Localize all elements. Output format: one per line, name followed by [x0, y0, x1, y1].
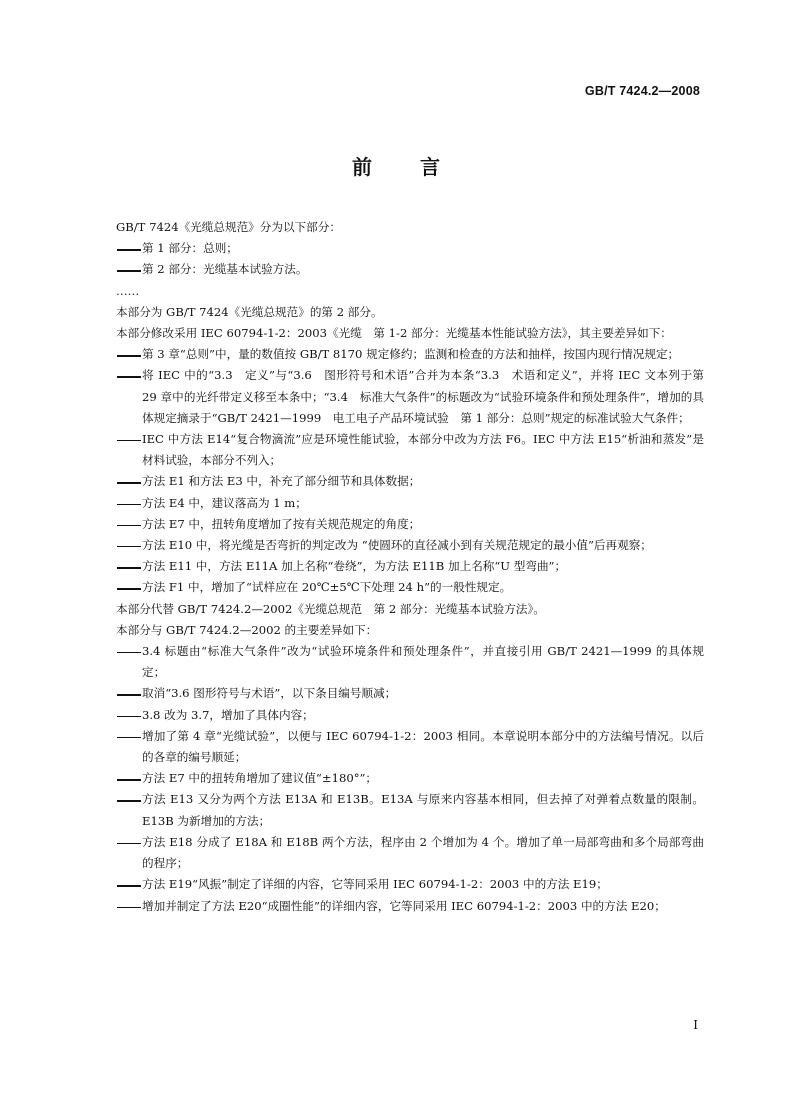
list-item: 增加了第 4 章“光缆试验”，以便与 IEC 60794-1-2：2003 相同。本章说明本部分中的方法编号情况。以后的各章的编号顺延；: [142, 728, 704, 765]
list-item: 方法 E7 中，扭转角度增加了按有关规范规定的角度；: [142, 516, 421, 531]
paragraph-replaces: 本部分代替 GB/T 7424.2—2002《光缆总规范 第 2 部分：光缆基本试验方法》。: [116, 601, 545, 616]
page-number: I: [693, 1018, 698, 1032]
list-item: 第 3 章“总则”中，量的数值按 GB/T 8170 规定修约；监测和检查的方法和抽样，按国内现行情况规定；: [142, 347, 680, 362]
list-item: 方法 E4 中，建议落高为 1 m；: [142, 495, 307, 510]
list-item: 方法 E18 分成了 E18A 和 E18B 两个方法，程序由 2 个增加为 4 个。增加了单一局部弯曲和多个局部弯曲的程序；: [142, 834, 704, 871]
list-item: 方法 E1 和方法 E3 中，补充了部分细节和具体数据；: [142, 474, 421, 489]
paragraph-parts-intro: GB/T 7424《光缆总规范》分为以下部分：: [116, 220, 341, 234]
list-item: 3.8 改为 3.7，增加了具体内容；: [142, 707, 314, 722]
list-item: 增加并制定了方法 E20“成圈性能”的详细内容，它等同采用 IEC 60794-1-2：2003 中的方法 E20；: [142, 898, 666, 913]
list-item: 方法 E11 中，方法 E11A 加上名称“卷绕”，为方法 E11B 加上名称“U 型弯曲”；: [142, 559, 567, 574]
list-item: 将 IEC 中的“3.3 定义”与“3.6 图形符号和术语”合并为本条“3.3 术语和定义”，并将 IEC 文本列于第 29 章中的光纤带定义移至本条中；“3.4 标准大气条件”的标题改为“试验环境条件和预处理条件”，增加的具体规定摘录于“GB/T 2421—1999 电工电子产品环境试验 第 1 部分：总则”规定的标准试验大气条件；: [142, 368, 704, 425]
list-item: 取消“3.6 图形符号与术语”，以下条目编号顺减；: [142, 686, 397, 701]
paragraph-part-statement: 本部分为 GB/T 7424《光缆总规范》的第 2 部分。: [116, 304, 383, 319]
list-item: 方法 E19“风振”制定了详细的内容，它等同采用 IEC 60794-1-2：2003 中的方法 E19；: [142, 877, 608, 892]
list-item: 第 2 部分：光缆基本试验方法。: [142, 262, 308, 277]
list-item: 方法 E10 中，将光缆是否弯折的判定改为 “使圆环的直径减小到有关规范规定的最小值”后再观察；: [142, 538, 652, 553]
list-item: 方法 F1 中，增加了“试样应在 20℃±5℃下处理 24 h”的一般性规定。: [142, 580, 512, 595]
paragraph-iec-modification: 本部分修改采用 IEC 60794-1-2：2003《光缆 第 1-2 部分：光缆基本性能试验方法》，其主要差异如下：: [116, 326, 672, 341]
list-item: 第 1 部分：总则；: [142, 241, 238, 256]
list-item: 方法 E13 又分为两个方法 E13A 和 E13B。E13A 与原来内容基本相同，但去掉了对弹着点数量的限制。E13B 为新增加的方法；: [142, 792, 704, 828]
foreword-body: [92, 217, 704, 917]
list-item: 3.4 标题由“标准大气条件”改为“试验环境条件和预处理条件”，并直接引用 GB/T 2421—1999 的具体规定；: [142, 644, 704, 680]
paragraph-differences: 本部分与 GB/T 7424.2—2002 的主要差异如下：: [116, 622, 378, 637]
list-item: IEC 中方法 E14“复合物滴流”应是环境性能试验，本部分中改为方法 F6。IEC 中方法 E15“析油和蒸发”是材料试验，本部分不列入；: [142, 432, 704, 468]
ellipsis: ……: [116, 283, 140, 298]
page-title: 前言: [352, 155, 488, 179]
standard-code: GB/T 7424.2—2008: [584, 84, 700, 98]
list-item: 方法 E7 中的扭转角增加了建议值“±180°”；: [142, 771, 378, 786]
